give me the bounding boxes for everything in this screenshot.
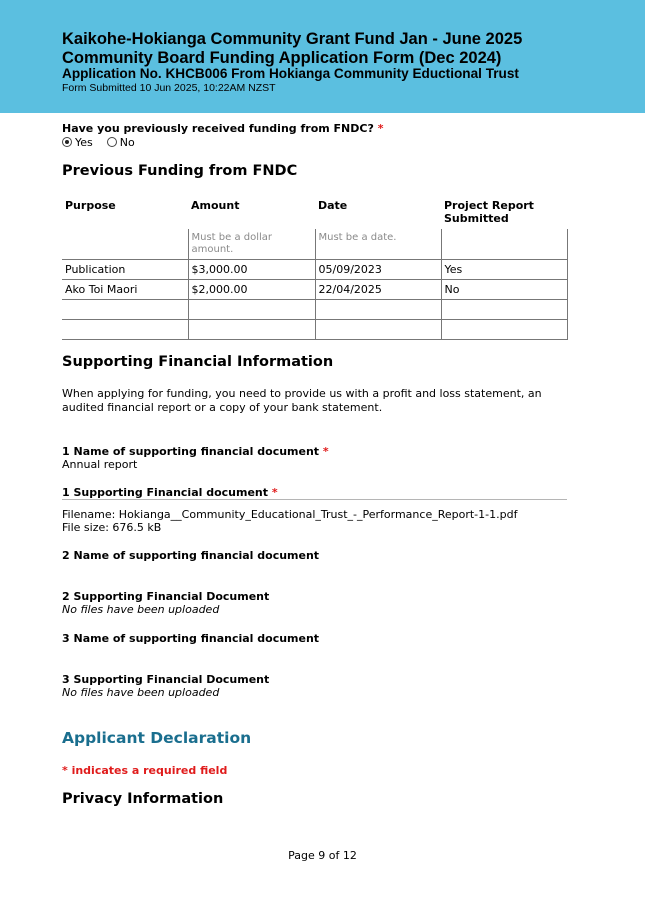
table-cell: Publication <box>62 260 188 280</box>
required-field-note: * indicates a required field <box>62 764 228 777</box>
doc1-file-label <box>62 486 278 499</box>
form-header <box>0 0 645 113</box>
radio-selected-icon[interactable] <box>62 137 72 147</box>
table-cell: 05/09/2023 <box>315 260 441 280</box>
table-cell <box>62 300 188 320</box>
radio-unselected-icon[interactable] <box>107 137 117 147</box>
radio-option-no[interactable] <box>107 136 135 149</box>
table-row <box>62 320 567 340</box>
column-header: Project Report Submitted <box>444 199 534 225</box>
field-label: 1 Supporting Financial document <box>62 486 269 499</box>
table-cell: 22/04/2025 <box>315 280 441 300</box>
doc2-file-label: 2 Supporting Financial Document <box>62 590 270 603</box>
required-marker: * <box>271 486 278 499</box>
doc2-file-value: No files have been uploaded <box>62 603 220 616</box>
divider <box>62 499 567 500</box>
radio-label-yes: Yes <box>75 136 93 149</box>
supporting-financial-heading: Supporting Financial Information <box>62 354 334 370</box>
page-number: Page 9 of 12 <box>288 849 357 862</box>
table-cell: Ako Toi Maori <box>62 280 188 300</box>
field-label: 1 Name of supporting financial document <box>62 445 320 458</box>
table-header-row <box>62 196 567 229</box>
table-hint-row <box>62 229 567 260</box>
doc3-file-value: No files have been uploaded <box>62 686 220 699</box>
doc1-name-value: Annual report <box>62 458 138 471</box>
table-cell <box>188 300 315 320</box>
supporting-financial-intro: When applying for funding, you need to provide us with a profit and loss statement, an audited financial report or a copy of your bank statement. <box>62 387 542 414</box>
submitted-timestamp: Form Submitted 10 Jun 2025, 10:22AM NZST <box>62 82 276 94</box>
doc1-filename[interactable]: Filename: Hokianga__Community_Educational_Trust_-_Performance_Report-1-1.pdf <box>62 508 518 521</box>
applicant-declaration-heading: Applicant Declaration <box>62 729 252 747</box>
table-cell: $2,000.00 <box>188 280 315 300</box>
application-number: Application No. KHCB006 From Hokianga Community Eductional Trust <box>62 66 519 81</box>
column-header: Amount <box>191 199 240 212</box>
table-row <box>62 280 567 300</box>
table-cell: No <box>441 280 567 300</box>
hint-cell: Must be a date. <box>315 229 441 260</box>
table-cell <box>441 320 567 340</box>
form-title-line1: Kaikohe-Hokianga Community Grant Fund Jan - June 2025 <box>62 30 523 48</box>
doc1-filesize: File size: 676.5 kB <box>62 521 162 534</box>
privacy-information-heading: Privacy Information <box>62 791 224 807</box>
required-marker: * <box>377 122 384 135</box>
funding-radio-group <box>62 136 135 149</box>
question-label: Have you previously received funding from FNDC? <box>62 122 374 135</box>
hint-cell: Must be a dollar amount. <box>188 229 315 260</box>
doc3-name-label: 3 Name of supporting financial document <box>62 632 320 645</box>
radio-option-yes[interactable] <box>62 136 96 149</box>
doc3-file-label: 3 Supporting Financial Document <box>62 673 270 686</box>
table-row <box>62 260 567 280</box>
hint-cell <box>62 229 188 260</box>
table-cell <box>315 320 441 340</box>
previous-funding-table <box>62 196 568 340</box>
form-title-line2: Community Board Funding Application Form (Dec 2024) <box>62 49 502 67</box>
previous-funding-question <box>62 122 383 135</box>
required-marker: * <box>322 445 329 458</box>
column-header: Date <box>318 199 348 212</box>
table-cell: Yes <box>441 260 567 280</box>
doc2-name-label: 2 Name of supporting financial document <box>62 549 320 562</box>
doc1-name-label <box>62 445 329 458</box>
table-cell: $3,000.00 <box>188 260 315 280</box>
hint-cell <box>441 229 567 260</box>
table-cell <box>315 300 441 320</box>
table-row <box>62 300 567 320</box>
table-cell <box>188 320 315 340</box>
column-header: Purpose <box>65 199 116 212</box>
table-cell <box>62 320 188 340</box>
radio-label-no: No <box>119 136 135 149</box>
previous-funding-heading: Previous Funding from FNDC <box>62 163 298 179</box>
table-cell <box>441 300 567 320</box>
